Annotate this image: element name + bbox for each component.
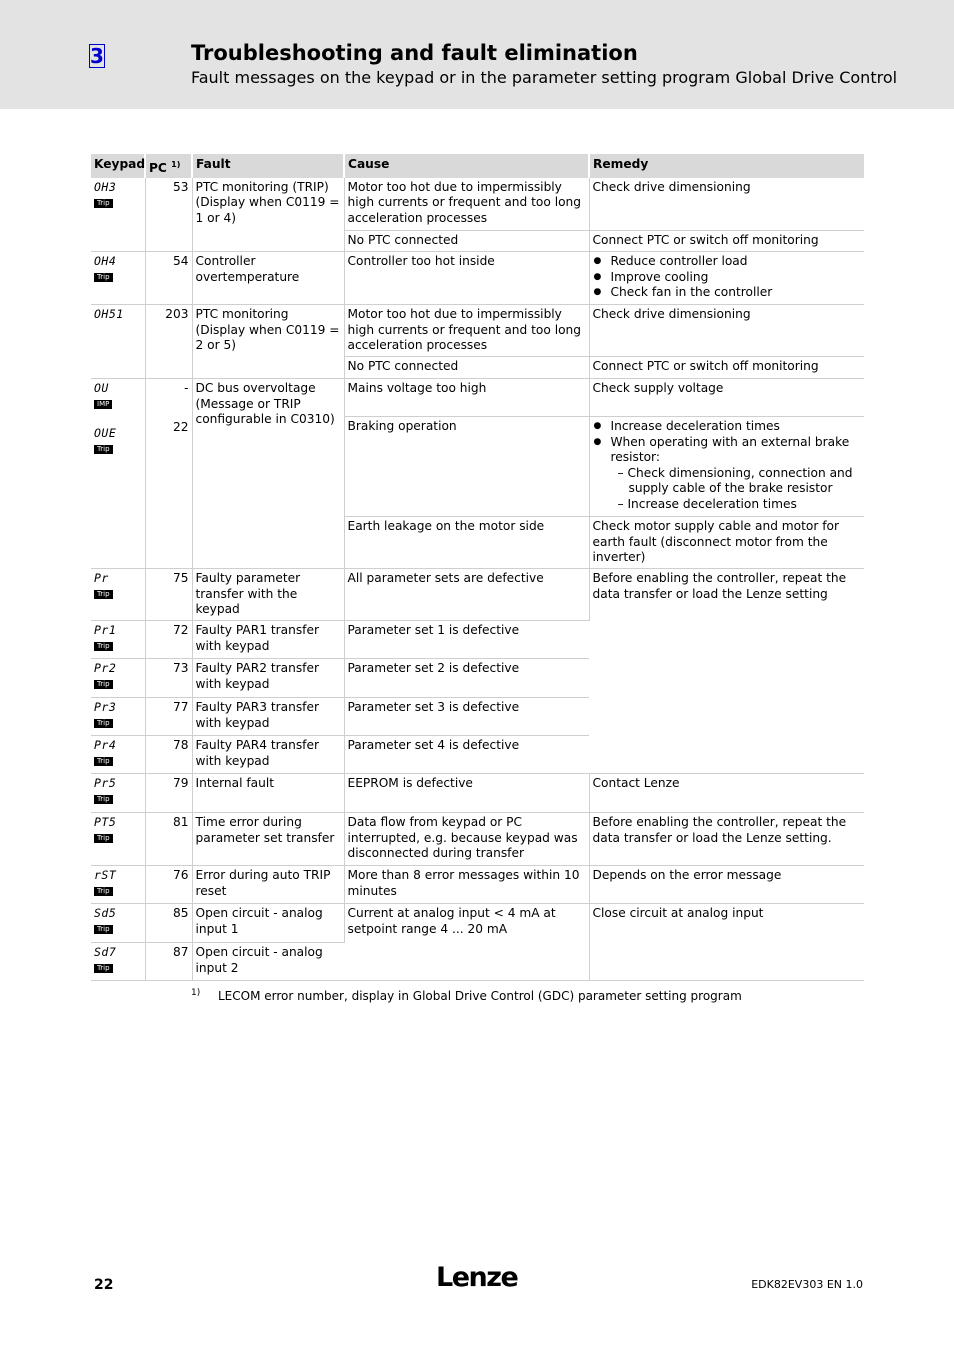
pc-cell [145, 379, 192, 569]
keypad-cell [91, 698, 145, 736]
footnote-text: LECOM error number, display in Global Drive Control (GDC) parameter setting program [218, 989, 742, 1003]
trip-badge: Trip [94, 719, 113, 728]
keypad-code: Pr5 [94, 776, 117, 791]
trip-badge: Trip [94, 887, 113, 896]
trip-badge: Trip [94, 445, 113, 454]
trip-badge: Trip [94, 795, 113, 804]
fault-cell: Faulty parameter transfer with the keypad [192, 569, 344, 621]
keypad-code: Sd5 [94, 906, 117, 921]
cause-cell: More than 8 error messages within 10 minutes [344, 866, 589, 904]
keypad-code: Sd7 [94, 945, 117, 960]
remedy-list [593, 254, 862, 301]
pc-cell: 203 [145, 305, 192, 379]
pc-cell: 73 [145, 659, 192, 698]
pc-cell: 75 [145, 569, 192, 621]
keypad-cell [91, 774, 145, 813]
pc-cell: 76 [145, 866, 192, 904]
keypad-code: Pr1 [94, 623, 117, 638]
keypad-code: OH51 [94, 307, 124, 322]
remedy-cell [589, 417, 864, 517]
cause-cell: All parameter sets are defective [344, 569, 589, 621]
fault-cell: PTC monitoring (Display when C0119 = 2 or 5) [192, 305, 344, 379]
keypad-cell [91, 305, 145, 379]
keypad-code: Pr [94, 571, 109, 586]
remedy-cell: Check drive dimensioning [589, 305, 864, 357]
table-row [91, 866, 864, 904]
pc-cell: 77 [145, 698, 192, 736]
cause-cell: Parameter set 1 is defective [344, 621, 589, 659]
remedy-cell: Before enabling the controller, repeat the data transfer or load the Lenze setting. [589, 813, 864, 866]
cause-cell: Current at analog input < 4 mA at setpoint range 4 ... 20 mA [344, 904, 589, 981]
trip-badge: Trip [94, 642, 113, 651]
list-item [611, 435, 862, 513]
cause-cell: No PTC connected [344, 357, 589, 379]
list-item: ● Reduce controller load [611, 254, 862, 270]
keypad-code: PT5 [94, 815, 117, 830]
keypad-code: Pr4 [94, 738, 117, 753]
fault-cell: Time error during parameter set transfer [192, 813, 344, 866]
remedy-list [593, 419, 862, 512]
table-row [91, 813, 864, 866]
pc-cell: 78 [145, 736, 192, 774]
remedy-cell: Before enabling the controller, repeat the data transfer or load the Lenze setting [589, 569, 864, 774]
cause-cell: Parameter set 3 is defective [344, 698, 589, 736]
fault-cell: DC bus overvoltage (Message or TRIP configurable in C0310) [192, 379, 344, 569]
header-keypad: Keypad [91, 154, 145, 178]
table-row [91, 569, 864, 621]
keypad-cell [91, 736, 145, 774]
table-row [91, 904, 864, 943]
header-fault: Fault [192, 154, 344, 178]
pc-value: - [184, 381, 189, 396]
lenze-logo: Lenze [436, 1262, 518, 1293]
remedy-cell: Depends on the error message [589, 866, 864, 904]
fault-cell: Open circuit - analog input 1 [192, 904, 344, 943]
list-item-text: When operating with an external brake resistor: [610, 434, 850, 465]
pc-cell: 54 [145, 252, 192, 305]
keypad-code: Pr2 [94, 661, 117, 676]
keypad-entry-ou [94, 381, 142, 411]
imp-badge: IMP [94, 400, 112, 409]
document-id: EDK82EV303 EN 1.0 [751, 1278, 863, 1291]
remedy-cell: Check motor supply cable and motor for earth fault (disconnect motor from the inverter) [589, 517, 864, 569]
fault-cell: Error during auto TRIP reset [192, 866, 344, 904]
cause-cell: Earth leakage on the motor side [344, 517, 589, 569]
pc-cell: 85 [145, 904, 192, 943]
sub-item: – Increase deceleration times [617, 496, 797, 511]
pc-cell: 79 [145, 774, 192, 813]
page-title: Troubleshooting and fault elimination [191, 41, 638, 65]
cause-cell: Data flow from keypad or PC interrupted, e.g. because keypad was disconnected during transfer [344, 813, 589, 866]
keypad-code: OH3 [94, 179, 117, 194]
header-pc-footnote-mark: 1) [171, 160, 181, 169]
cause-cell: No PTC connected [344, 231, 589, 252]
keypad-code: Pr3 [94, 700, 117, 715]
remedy-cell: Connect PTC or switch off monitoring [589, 357, 864, 379]
list-item: ● Improve cooling [611, 270, 862, 286]
trip-badge: Trip [94, 273, 113, 282]
remedy-cell: Check supply voltage [589, 379, 864, 417]
cause-cell: Parameter set 4 is defective [344, 736, 589, 774]
table-row [91, 379, 864, 417]
trip-badge: Trip [94, 590, 113, 599]
fault-cell: Faulty PAR1 transfer with keypad [192, 621, 344, 659]
cause-cell: Braking operation [344, 417, 589, 517]
keypad-code: rST [94, 868, 117, 883]
remedy-cell: Close circuit at analog input [589, 904, 864, 981]
cause-cell: Controller too hot inside [344, 252, 589, 305]
fault-cell: Faulty PAR4 transfer with keypad [192, 736, 344, 774]
table-row [91, 252, 864, 305]
cause-cell: Parameter set 2 is defective [344, 659, 589, 698]
fault-cell: Internal fault [192, 774, 344, 813]
keypad-cell [91, 813, 145, 866]
footnote-mark: 1) [191, 988, 201, 998]
fault-table [91, 154, 864, 981]
fault-cell: Open circuit - analog input 2 [192, 943, 344, 981]
keypad-cell [91, 659, 145, 698]
remedy-cell [589, 252, 864, 305]
list-item: ● Increase deceleration times [611, 419, 862, 435]
keypad-cell [91, 178, 145, 252]
page-number: 22 [94, 1277, 114, 1293]
trip-badge: Trip [94, 925, 113, 934]
pc-cell: 72 [145, 621, 192, 659]
cause-cell: Mains voltage too high [344, 379, 589, 417]
header-remedy: Remedy [589, 154, 864, 178]
pc-cell: 81 [145, 813, 192, 866]
keypad-cell [91, 943, 145, 981]
pc-value: 22 [172, 419, 189, 434]
keypad-cell [91, 569, 145, 621]
keypad-cell [91, 379, 145, 569]
cause-cell: EEPROM is defective [344, 774, 589, 813]
table-header-row [91, 154, 864, 178]
remedy-cell: Connect PTC or switch off monitoring [589, 231, 864, 252]
table-row [91, 305, 864, 357]
pc-cell: 53 [145, 178, 192, 252]
table-row [91, 178, 864, 231]
trip-badge: Trip [94, 757, 113, 766]
fault-cell: Faulty PAR2 transfer with keypad [192, 659, 344, 698]
trip-badge: Trip [94, 834, 113, 843]
header-pc: PC $^{1)}$ [145, 154, 192, 178]
fault-cell: Faulty PAR3 transfer with keypad [192, 698, 344, 736]
table-row [91, 774, 864, 813]
sub-item: – Check dimensioning, connection and supply cable of the brake resistor [617, 465, 853, 496]
fault-cell: Controller overtemperature [192, 252, 344, 305]
pc-cell: 87 [145, 943, 192, 981]
remedy-cell: Contact Lenze [589, 774, 864, 813]
list-item: ● Check fan in the controller [611, 285, 862, 301]
keypad-cell [91, 252, 145, 305]
trip-badge: Trip [94, 199, 113, 208]
trip-badge: Trip [94, 680, 113, 689]
keypad-code: OU [94, 381, 109, 396]
keypad-cell [91, 904, 145, 943]
remedy-cell: Check drive dimensioning [589, 178, 864, 231]
cause-cell: Motor too hot due to impermissibly high currents or frequent and too long acceleration processes [344, 305, 589, 357]
trip-badge: Trip [94, 964, 113, 973]
keypad-entry-oue [94, 426, 142, 456]
keypad-cell [91, 621, 145, 659]
fault-cell: PTC monitoring (TRIP) (Display when C0119 = 1 or 4) [192, 178, 344, 252]
header-cause: Cause [344, 154, 589, 178]
chapter-number-link[interactable]: 3 [90, 44, 104, 68]
keypad-cell [91, 866, 145, 904]
keypad-code: OH4 [94, 254, 117, 269]
keypad-code: OUE [94, 425, 117, 440]
page-subtitle: Fault messages on the keypad or in the parameter setting program Global Drive Control [191, 68, 898, 87]
cause-cell: Motor too hot due to impermissibly high currents or frequent and too long acceleration processes [344, 178, 589, 231]
